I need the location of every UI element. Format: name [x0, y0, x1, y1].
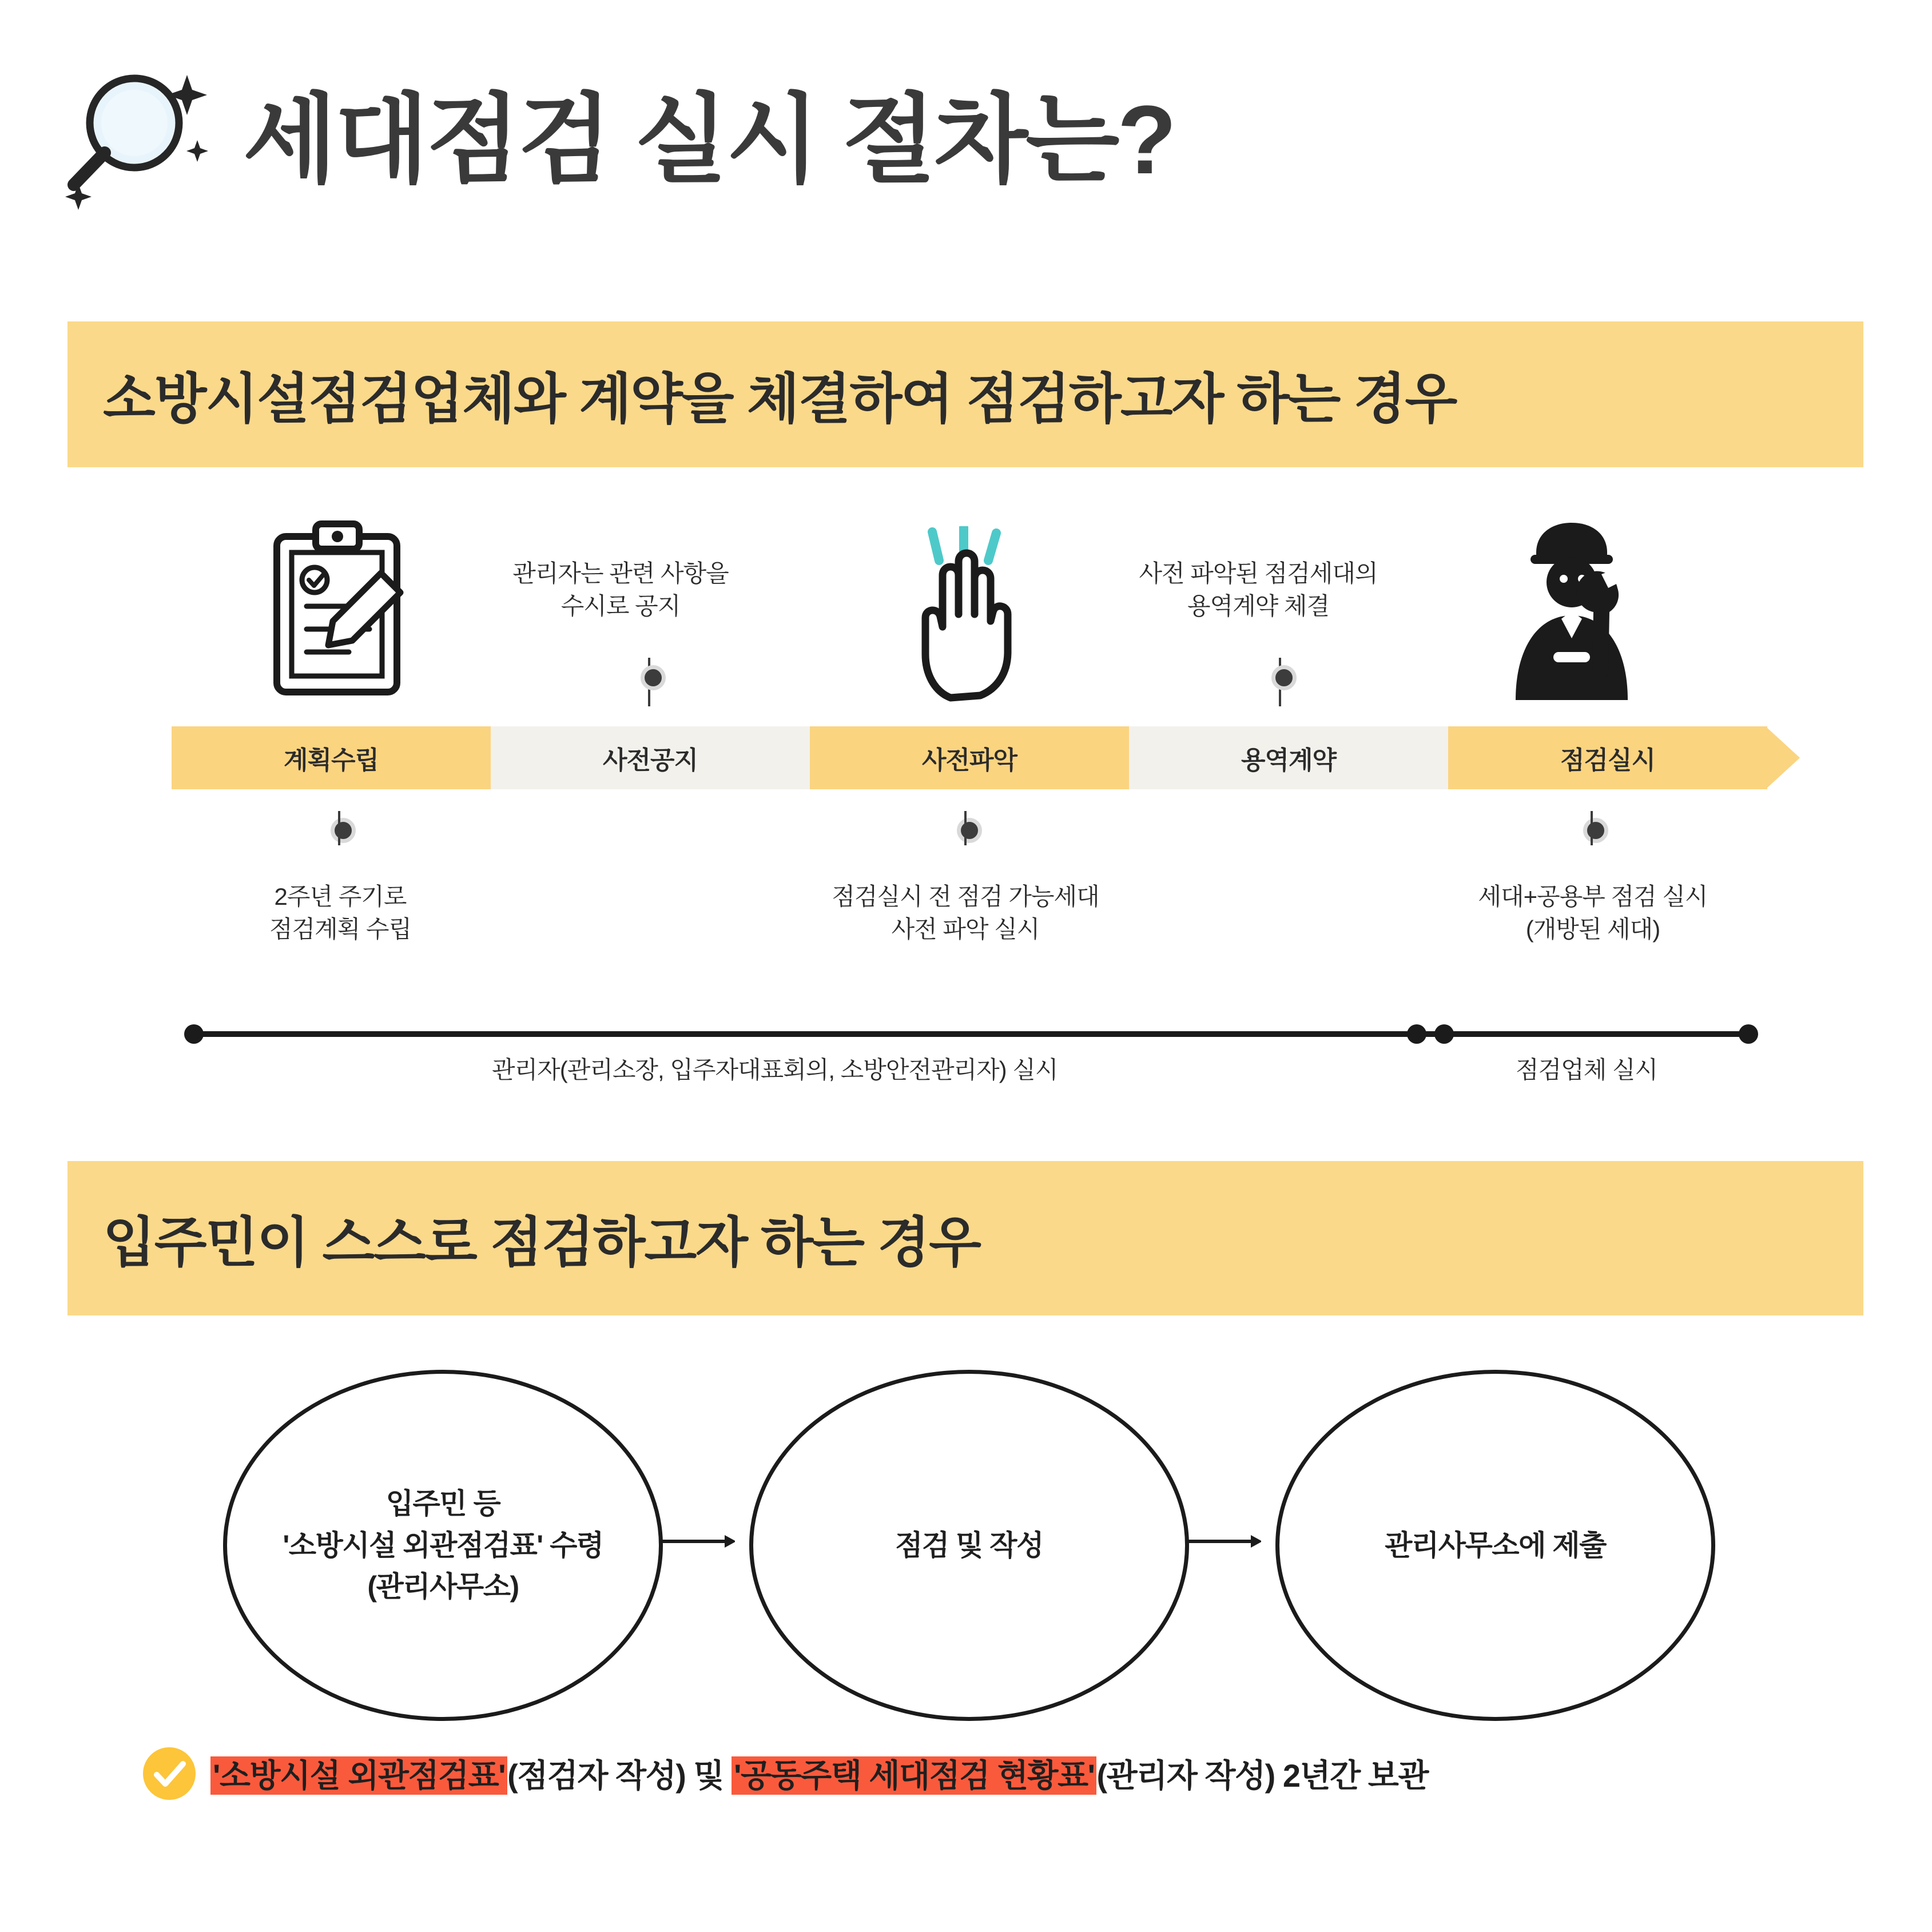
footer-note	[143, 1747, 1428, 1800]
step-4[interactable]: 용역계약	[1129, 726, 1448, 789]
footer-plain-1: (점검자 작성) 및	[507, 1758, 732, 1794]
connector-bottom-1	[338, 811, 340, 845]
responsibility-label-manager: 관리자(관리소장, 입주자대표회의, 소방안전관리자) 실시	[492, 1056, 1058, 1083]
step-2[interactable]: 사전공지	[491, 726, 810, 789]
flow-arrow-1-icon	[661, 1533, 735, 1550]
flow-step-2[interactable]	[749, 1370, 1189, 1721]
clipboard-pen-icon	[269, 520, 412, 703]
callout-bottom-3: 세대+공용부 점검 실시 (개방된 세대)	[1478, 883, 1708, 943]
callout-bottom-1: 2주년 주기로 점검계획 수립	[269, 883, 412, 943]
dot-top-2	[1271, 665, 1297, 690]
page-title: 세대점검 실시 절차는?	[243, 86, 1175, 194]
responsibility-dot-mid-2	[1434, 1024, 1454, 1044]
footer-text	[210, 1751, 1428, 1796]
dot-bottom-1	[331, 818, 356, 843]
section1-banner-label: 소방시설점검업체와 계약을 체결하여 점검하고자 하는 경우	[103, 368, 1457, 430]
flow-arrow-2-icon	[1187, 1533, 1261, 1550]
step-3[interactable]: 사전파악	[810, 726, 1129, 789]
flow-step-3[interactable]	[1275, 1370, 1715, 1721]
section1-banner	[67, 321, 1863, 467]
footer-plain-2: (관리자 작성) 2년간 보관	[1096, 1758, 1428, 1794]
connector-bottom-2	[964, 811, 967, 845]
flow-step-1-line1: 입주민 등	[385, 1488, 500, 1520]
pointing-hand-icon	[898, 526, 1029, 703]
dot-bottom-2	[957, 818, 982, 843]
flow-step-2-line1: 점검 및 작성	[895, 1529, 1043, 1561]
section2-banner-label: 입주민이 스스로 점검하고자 하는 경우	[103, 1213, 980, 1273]
step-bar-arrow-tip	[1766, 726, 1800, 789]
responsibility-dot-mid-1	[1407, 1024, 1426, 1044]
magnifier-icon	[54, 54, 226, 226]
process-step-bar	[172, 726, 1767, 789]
page-title-row	[54, 54, 1174, 226]
worker-wrench-icon	[1481, 515, 1670, 703]
step-5[interactable]: 점검실시	[1448, 726, 1767, 789]
connector-bottom-3	[1591, 811, 1593, 845]
dot-top-1	[641, 665, 666, 690]
dot-bottom-3	[1583, 818, 1608, 843]
callout-top-2: 사전 파악된 점검세대의 용역계약 체결	[1139, 560, 1378, 619]
check-circle-icon	[143, 1747, 196, 1800]
flow-step-1[interactable]	[223, 1370, 663, 1721]
responsibility-dot-start	[184, 1024, 204, 1044]
responsibility-label-company: 점검업체 실시	[1516, 1056, 1658, 1083]
callout-bottom-2: 점검실시 전 점검 가능세대 사전 파악 실시	[832, 883, 1099, 943]
responsibility-line	[189, 1031, 1750, 1037]
section2-banner	[67, 1161, 1863, 1315]
flow-step-1-line3: (관리사무소)	[367, 1571, 519, 1603]
callout-top-1: 관리자는 관련 사항을 수시로 공지	[512, 560, 729, 619]
footer-highlight-2: '공동주택 세대점검 현황표'	[732, 1756, 1096, 1795]
footer-highlight-1: '소방시설 외관점검표'	[210, 1756, 507, 1795]
flow-step-1-line2: '소방시설 외관점검표' 수령	[283, 1529, 603, 1561]
responsibility-dot-end	[1739, 1024, 1758, 1044]
flow-step-3-line1: 관리사무소에 제출	[1385, 1529, 1606, 1561]
step-1[interactable]: 계획수립	[172, 726, 491, 789]
